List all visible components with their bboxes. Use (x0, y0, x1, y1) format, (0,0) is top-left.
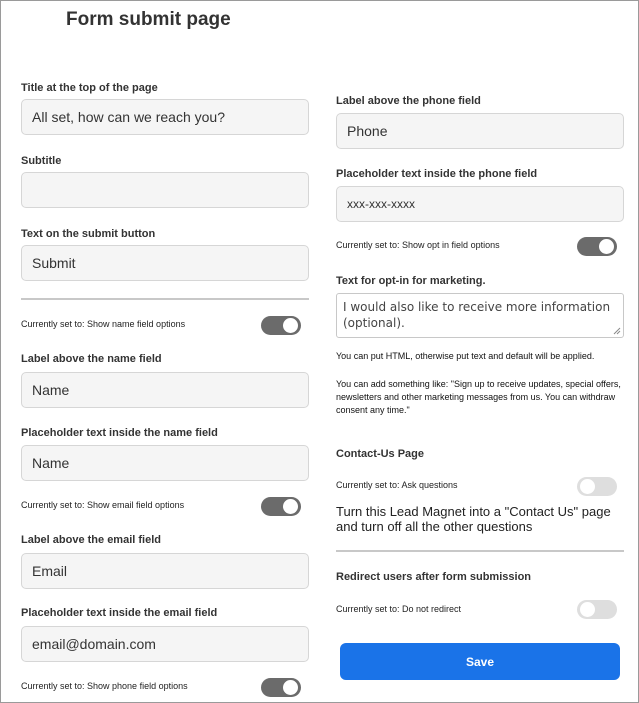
email-placeholder-input[interactable]: email@domain.com (21, 626, 309, 662)
page-title-input[interactable]: All set, how can we reach you? (21, 99, 309, 135)
redirect-status: Currently set to: Do not redirect (336, 604, 462, 614)
phone-placeholder-input[interactable]: xxx-xxx-xxxx (336, 186, 624, 222)
email-label-input[interactable]: Email (21, 553, 309, 589)
toggle-knob (283, 318, 298, 333)
submit-button-text-input[interactable]: Submit (21, 245, 309, 281)
name-label-field-label: Label above the name field (21, 353, 162, 365)
page-title: Form submit page (66, 9, 231, 30)
phone-placeholder-field-label: Placeholder text inside the phone field (336, 168, 538, 180)
contact-us-heading: Contact-Us Page (336, 448, 425, 460)
toggle-knob (599, 239, 614, 254)
section-divider (336, 550, 624, 552)
toggle-knob (580, 602, 595, 617)
phone-label-input[interactable]: Phone (336, 113, 624, 149)
name-fields-toggle[interactable] (261, 316, 301, 335)
toggle-knob (283, 680, 298, 695)
subtitle-field-label: Subtitle (21, 155, 62, 167)
name-fields-status: Currently set to: Show name field options (21, 319, 186, 329)
section-divider (21, 298, 309, 300)
contact-us-toggle[interactable] (577, 477, 617, 496)
phone-fields-toggle[interactable] (261, 678, 301, 697)
email-fields-toggle[interactable] (261, 497, 301, 516)
toggle-knob (283, 499, 298, 514)
email-placeholder-field-label: Placeholder text inside the email field (21, 607, 218, 619)
html-hint-text: You can put HTML, otherwise put text and default will be applied. (336, 351, 595, 361)
optin-example-hint-text: You can add something like: "Sign up to receive updates, special offers, newsletters and other marketing messages from us. You can withdraw consent any time." (336, 379, 621, 415)
save-button[interactable]: Save (340, 643, 620, 680)
redirect-toggle[interactable] (577, 600, 617, 619)
toggle-knob (580, 479, 595, 494)
email-fields-status: Currently set to: Show email field options (21, 500, 185, 510)
optin-text-field-label: Text for opt-in for marketing. (336, 275, 486, 287)
optin-fields-status: Currently set to: Show opt in field options (336, 240, 500, 250)
optin-fields-toggle[interactable] (577, 237, 617, 256)
email-label-field-label: Label above the email field (21, 534, 161, 546)
optin-text-textarea[interactable] (336, 293, 624, 338)
redirect-heading: Redirect users after form submission (336, 571, 532, 583)
name-placeholder-field-label: Placeholder text inside the name field (21, 427, 218, 439)
page-title-field-label: Title at the top of the page (21, 82, 158, 94)
phone-fields-status: Currently set to: Show phone field options (21, 681, 188, 691)
contact-us-status: Currently set to: Ask questions (336, 480, 458, 490)
name-placeholder-input[interactable]: Name (21, 445, 309, 481)
submit-button-text-label: Text on the submit button (21, 228, 156, 240)
resize-grip-icon[interactable] (613, 327, 621, 335)
phone-label-field-label: Label above the phone field (336, 95, 481, 107)
name-label-input[interactable]: Name (21, 372, 309, 408)
optin-text-value: I would also like to receive more information (optional). (343, 300, 611, 330)
subtitle-input[interactable] (21, 172, 309, 208)
contact-us-description: Turn this Lead Magnet into a "Contact Us" page and turn off all the other questions (336, 504, 611, 534)
